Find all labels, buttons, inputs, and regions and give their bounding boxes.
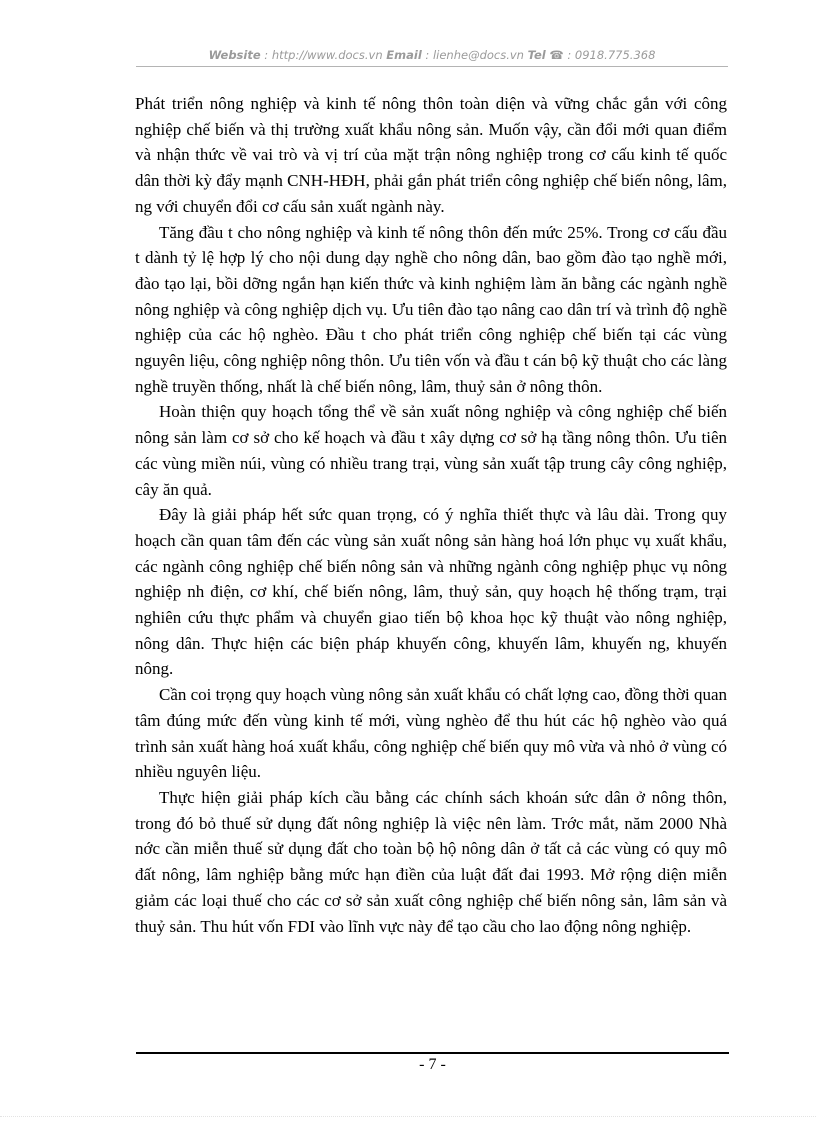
website-separator: : bbox=[260, 48, 272, 62]
paragraph: Cần coi trọng quy hoạch vùng nông sản xuất khẩu có chất lợng cao, đồng thời quan tâm đúng mức đến vùng kinh tế mới, vùng nghèo để thu hút các hộ nghèo vào quá trình sản xuất hàng hoá xuất khẩu, công nghiệp chế biến quy mô vừa và nhỏ ở vùng có nhiều nguyên liệu. bbox=[135, 685, 727, 782]
tel-label: Tel bbox=[527, 48, 546, 62]
page-bottom-border bbox=[0, 1116, 816, 1117]
email-separator: : bbox=[421, 48, 433, 62]
paragraph: Hoàn thiện quy hoạch tổng thể về sản xuất nông nghiệp và công nghiệp chế biến nông sản làm cơ sở cho kế hoạch và đầu t xây dựng cơ sở hạ tầng nông thôn. Ưu tiên các vùng miền núi, vùng có nhiều trang trại, vùng sản xuất tập trung cây công nghiệp, cây ăn quả. bbox=[135, 402, 727, 499]
document-body bbox=[135, 91, 727, 939]
website-link[interactable]: http://www.docs.vn bbox=[271, 48, 383, 62]
tel-value: : 0918.775.368 bbox=[563, 48, 656, 62]
phone-icon: ☎ bbox=[549, 48, 564, 62]
paragraph: Đây là giải pháp hết sức quan trọng, có ý nghĩa thiết thực và lâu dài. Trong quy hoạch cần quan tâm đến các vùng sản xuất nông sản hàng hoá lớn phục vụ xuất khẩu, các ngành công nghiệp chế biến nông sản và những ngành công nghiệp phục vụ nông nghiệp nh điện, cơ khí, chế biến nông, lâm, thuỷ sản, quy hoạch hệ thống trạm, trại nghiên cứu thực phẩm và chuyển giao tiến bộ khoa học kỹ thuật vào nông nghiệp, nông dân. Thực hiện các biện pháp khuyến công, khuyến lâm, khuyến ng, khuyến nông. bbox=[135, 505, 727, 679]
paragraph: Phát triển nông nghiệp và kinh tế nông thôn toàn diện và vững chắc gắn với công nghiệp chế biến và thị trường xuất khẩu nông sản. Muốn vậy, cần đổi mới quan điểm và nhận thức về vai trò và vị trí của mặt trận nông nghiệp trong cơ cấu kinh tế quốc dân thời kỳ đẩy mạnh CNH-HĐH, phải gắn phát triển công nghiệp chế biến nông, lâm, ng với chuyển đổi cơ cấu sản xuất ngành này. bbox=[135, 94, 727, 216]
email-link[interactable]: lienhe@docs.vn bbox=[432, 48, 524, 62]
website-label: Website bbox=[208, 48, 261, 62]
paragraph: Thực hiện giải pháp kích cầu bằng các chính sách khoán sức dân ở nông thôn, trong đó bỏ thuế sử dụng đất nông nghiệp là việc nên làm. Trớc mắt, năm 2000 Nhà nớc cần miễn thuế sử dụng đất cho toàn bộ hộ nông dân ở tất cả các vùng có quy mô đất nông, lâm nghiệp bằng mức hạn điền của luật đất đai 1993. Mở rộng diện miễn giảm các loại thuế cho các cơ sở sản xuất công nghiệp chế biến nông sản, lâm sản và thuỷ sản. Thu hút vốn FDI vào lĩnh vực này để tạo cầu cho lao động nông nghiệp. bbox=[135, 787, 727, 936]
email-label: Email bbox=[386, 48, 422, 62]
page-number: - 7 - bbox=[419, 1056, 446, 1073]
paragraph: Tăng đầu t cho nông nghiệp và kinh tế nông thôn đến mức 25%. Trong cơ cấu đầu t dành tỷ lệ hợp lý cho nội dung dạy nghề cho nông dân, bao gồm đào tạo nghề mới, đào tạo lại, bồi dỡng ngắn hạn kiến thức và kinh nghiệm làm ăn bằng các ngành nghề nông nghiệp và công nghiệp dịch vụ. Ưu tiên đào tạo nâng cao dân trí và trình độ nghề nghiệp của các hộ nghèo. Đầu t cho phát triển công nghiệp chế biến tại các vùng nguyên liệu, công nghiệp nông thôn. Ưu tiên vốn và đầu t cán bộ kỹ thuật cho các làng nghề truyền thống, nhất là chế biến nông, lâm, thuỷ sản ở nông thôn. bbox=[135, 222, 727, 396]
header-divider bbox=[136, 66, 728, 67]
footer-divider bbox=[136, 1052, 729, 1054]
page-header bbox=[136, 48, 728, 62]
